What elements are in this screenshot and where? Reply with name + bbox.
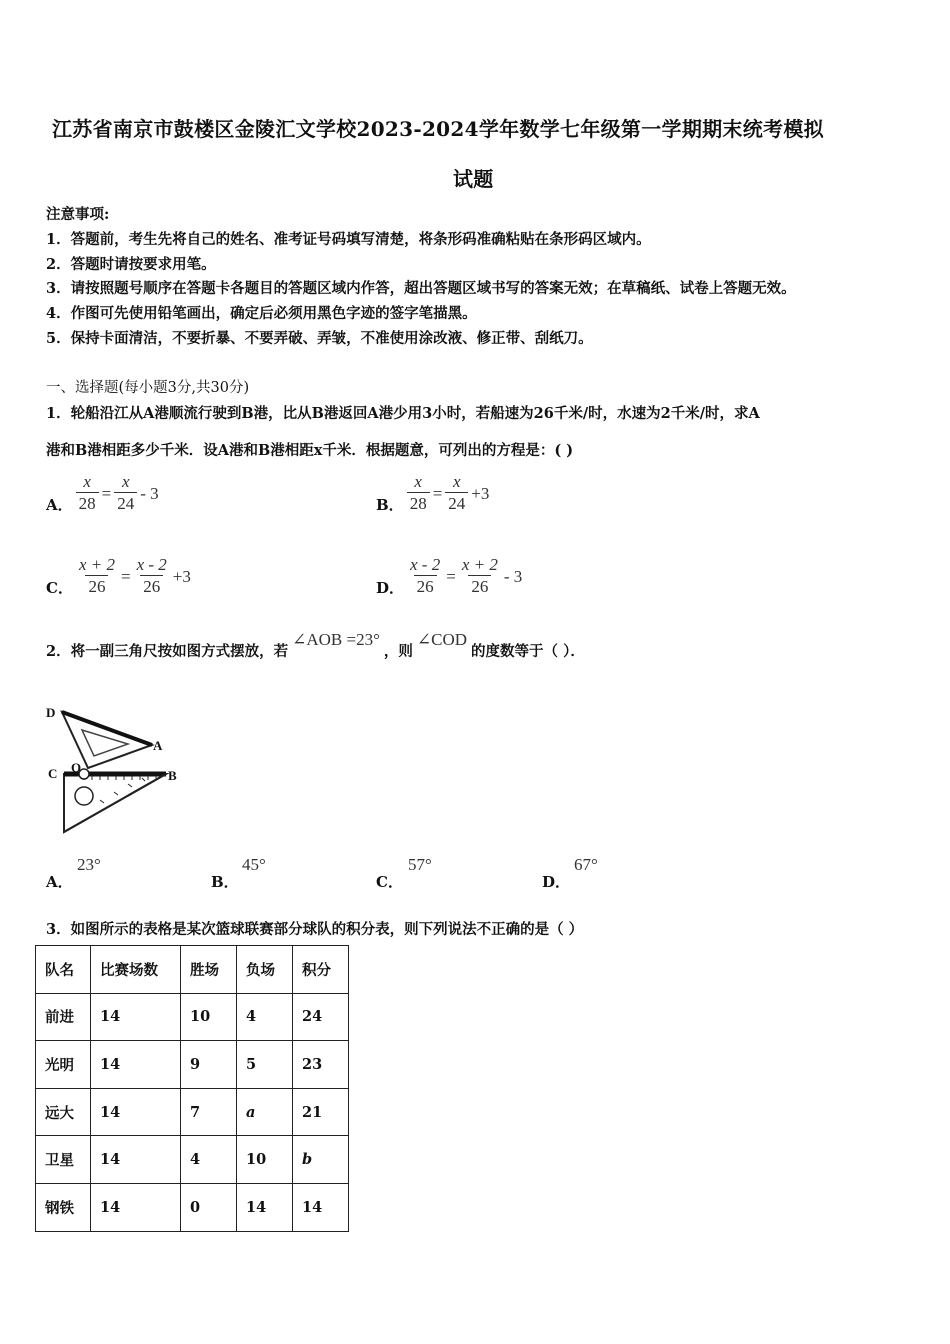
option-value: 57° — [408, 855, 432, 874]
table-cell: 前进 — [36, 993, 91, 1041]
table-cell: 23 — [293, 1041, 349, 1089]
notes-item: 5．保持卡面清洁，不要折暴、不要弄破、弄皱，不准使用涂改液、修正带、刮纸刀。 — [46, 330, 593, 347]
table-cell: 24 — [293, 993, 349, 1041]
q2-angle-cod: ∠COD — [416, 630, 468, 649]
notes-item: 3．请按照题号顺序在答题卡各题目的答题区域内作答，超出答题区域书写的答案无效；在草稿纸、试卷上答题无效。 — [46, 280, 796, 297]
option-label: A． — [46, 496, 73, 514]
doc-title-line2: 试题 — [453, 167, 494, 191]
table-header-cell: 比赛场数 — [91, 946, 181, 994]
fraction: $\frac{x - 2}{26}$ — [136, 555, 167, 596]
q1-text-line1: 1．轮船沿江从A港顺流行驶到B港，比从B港返回A港少用3小时，若船速为26千米/时，水速为2千米/时，求A — [46, 405, 760, 422]
figure-label-c: C — [48, 766, 58, 781]
table-header-cell: 队名 — [36, 946, 91, 994]
figure-label-a: A — [153, 738, 163, 753]
table-cell: 5 — [237, 1041, 293, 1089]
option-label: A． — [46, 873, 73, 891]
table-cell: 4 — [237, 993, 293, 1041]
q1-option-a[interactable]: A． $\frac{x}{28}$ = $\frac{x}{24}$ - 3 — [46, 472, 159, 514]
fraction: $\frac{x}{28}$ — [407, 472, 430, 515]
table-cell: 21 — [293, 1088, 349, 1136]
q1-option-c[interactable]: C． $\frac{x + 2}{26}$ = $\frac{x - 2}{26}$ +3 — [46, 555, 191, 597]
table-cell: 14 — [293, 1183, 349, 1231]
table-cell: b — [293, 1136, 349, 1184]
option-label: B． — [376, 496, 404, 514]
q2-angle-aob: ∠AOB =23° — [292, 630, 380, 649]
ruler-hole — [75, 787, 93, 805]
q3-score-table — [35, 945, 349, 1232]
q2-option-d[interactable] — [542, 855, 692, 895]
table-cell: 钢铁 — [36, 1183, 91, 1231]
table-cell: 0 — [181, 1183, 237, 1231]
section-heading: 一、选择题(每小题3分,共30分) — [46, 380, 250, 396]
option-label: D． — [376, 579, 405, 597]
q2-suffix: 的度数等于（ ）． — [471, 643, 585, 660]
q2-prefix: 2．将一副三角尺按如图方式摆放，若 — [46, 643, 289, 660]
fraction: $\frac{x + 2}{26}$ — [78, 555, 115, 596]
table-header-cell: 负场 — [237, 946, 293, 994]
fraction: $\frac{x}{24}$ — [445, 472, 468, 515]
table-row — [36, 1183, 349, 1231]
table-cell: 卫星 — [36, 1136, 91, 1184]
table-header-cell: 积分 — [293, 946, 349, 994]
q1-text-line2: 港和B港相距多少千米．设A港和B港相距x千米．根据题意，可列出的方程是：( ) — [46, 442, 574, 459]
option-label: C． — [46, 579, 73, 597]
table-cell: 10 — [237, 1136, 293, 1184]
table-cell: 10 — [181, 993, 237, 1041]
table-cell: 14 — [91, 1088, 181, 1136]
table-cell: 14 — [91, 1041, 181, 1089]
notes-item: 2．答题时请按要求用笔。 — [46, 256, 216, 273]
table-cell: 14 — [91, 993, 181, 1041]
table-cell: 14 — [237, 1183, 293, 1231]
table-header-cell: 胜场 — [181, 946, 237, 994]
q3-text: 3．如图所示的表格是某次篮球联赛部分球队的积分表，则下列说法不正确的是（ ） — [46, 921, 584, 938]
q2-figure-triangle-rulers — [44, 700, 184, 840]
q1-option-d[interactable]: D． $\frac{x - 2}{26}$ = $\frac{x + 2}{26}$ - 3 — [376, 555, 523, 597]
q2-option-c[interactable] — [376, 855, 526, 895]
notes-item: 4．作图可先使用铅笔画出，确定后必须用黑色字迹的签字笔描黑。 — [46, 305, 477, 322]
table-cell: 9 — [181, 1041, 237, 1089]
table-row — [36, 1041, 349, 1089]
q2-option-a[interactable] — [46, 855, 196, 895]
q1-option-b[interactable]: B． $\frac{x}{28}$ = $\frac{x}{24}$ +3 — [376, 472, 490, 514]
table-row — [36, 1088, 349, 1136]
table-cell: 14 — [91, 1136, 181, 1184]
q2-option-b[interactable] — [211, 855, 361, 895]
option-value: 23° — [77, 855, 101, 874]
option-value: 67° — [574, 855, 598, 874]
table-cell: 4 — [181, 1136, 237, 1184]
q2-middle: ，则 — [383, 643, 413, 660]
fraction: $\frac{x - 2}{26}$ — [410, 555, 441, 596]
figure-label-o: O — [71, 760, 82, 775]
figure-label-b: B — [168, 768, 177, 783]
table-cell: 14 — [91, 1183, 181, 1231]
table-cell: 光明 — [36, 1041, 91, 1089]
table-row — [36, 1136, 349, 1184]
table-cell: a — [237, 1088, 293, 1136]
notes-item: 1．答题前，考生先将自己的姓名、准考证号码填写清楚，将条形码准确粘贴在条形码区域内。 — [46, 231, 651, 248]
table-cell: 远大 — [36, 1088, 91, 1136]
fraction: $\frac{x + 2}{26}$ — [461, 555, 498, 596]
option-label: D． — [542, 873, 571, 891]
figure-label-d: D — [46, 705, 56, 720]
doc-title-line1: 江苏省南京市鼓楼区金陵汇文学校2023-2024学年数学七年级第一学期期末统考模拟 — [52, 117, 824, 141]
option-value: 45° — [242, 855, 266, 874]
option-label: B． — [211, 873, 239, 891]
fraction: $\frac{x}{28}$ — [76, 472, 99, 515]
table-cell: 7 — [181, 1088, 237, 1136]
q2-text — [46, 630, 585, 664]
notes-heading: 注意事项: — [46, 206, 110, 223]
table-header-row — [36, 946, 349, 994]
option-label: C． — [376, 873, 403, 891]
fraction: $\frac{x}{24}$ — [114, 472, 137, 515]
table-row — [36, 993, 349, 1041]
